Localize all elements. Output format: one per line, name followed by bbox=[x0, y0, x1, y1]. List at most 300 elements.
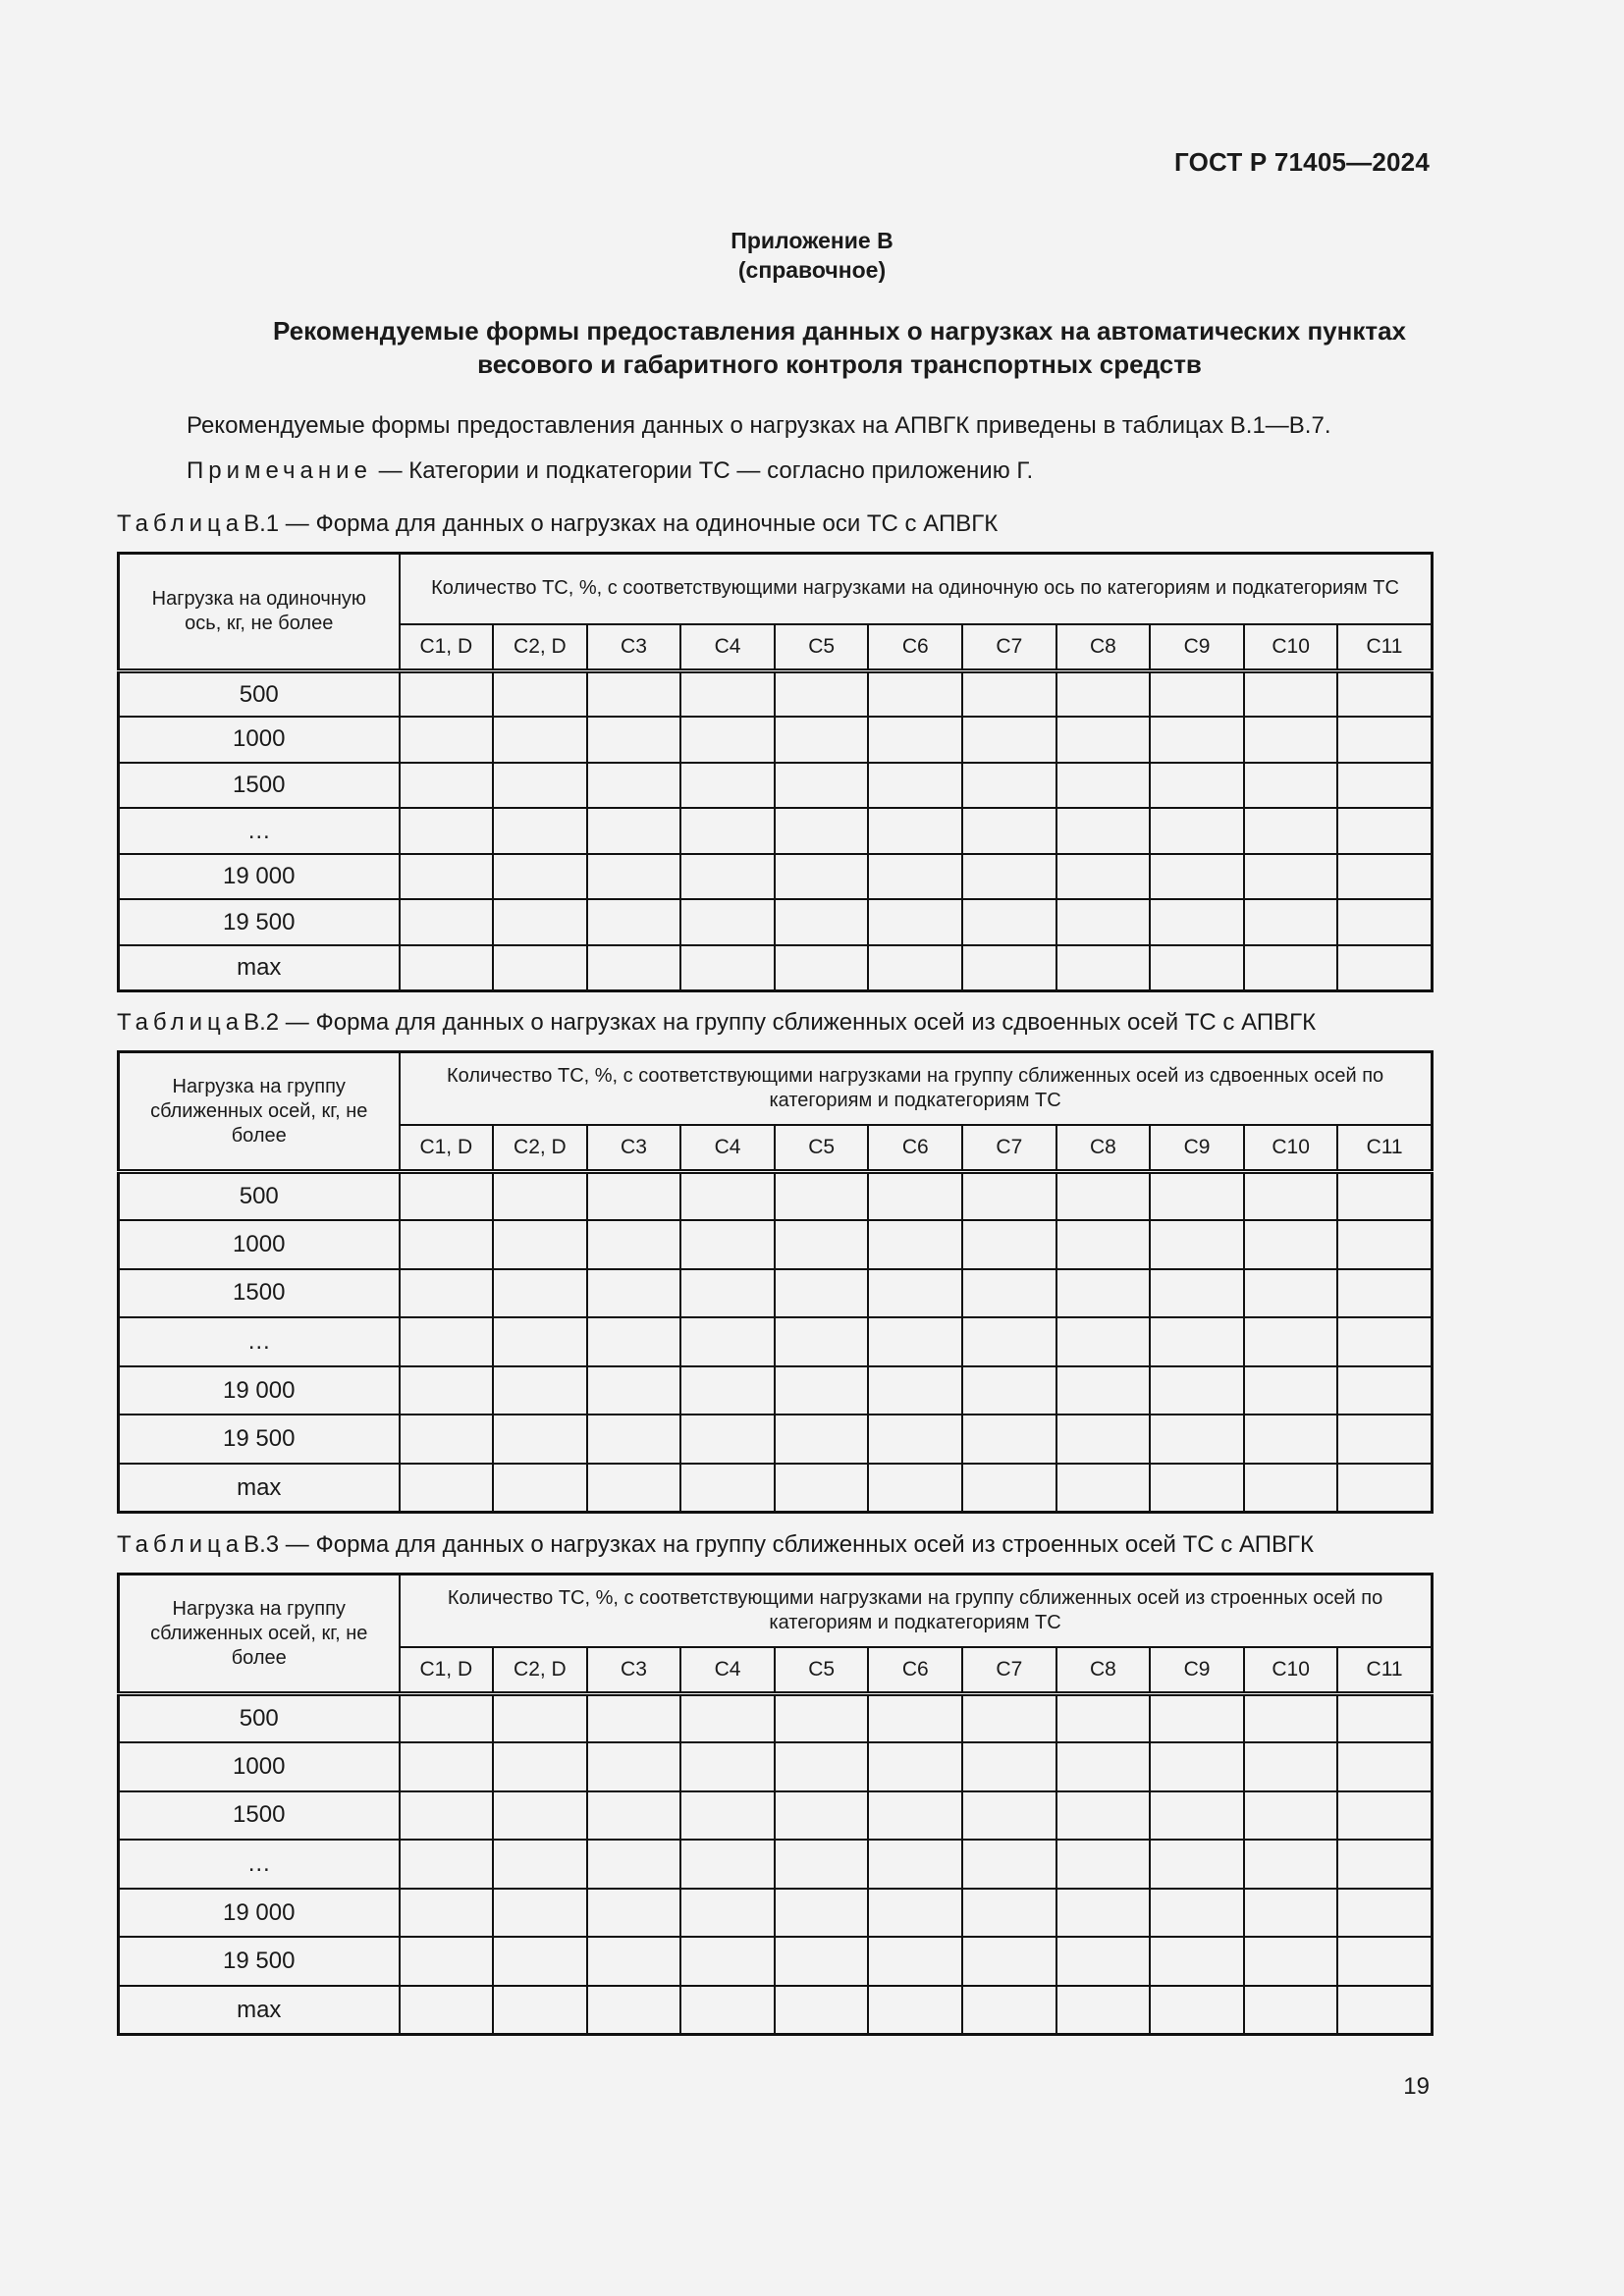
data-cell[interactable] bbox=[1150, 1464, 1244, 1513]
data-cell[interactable] bbox=[1056, 763, 1151, 809]
data-cell[interactable] bbox=[1244, 1415, 1338, 1464]
row-label-cell: 1500 bbox=[119, 1791, 400, 1841]
data-cell[interactable] bbox=[868, 717, 962, 763]
data-cell[interactable] bbox=[1150, 1694, 1244, 1743]
data-cell[interactable] bbox=[680, 1317, 775, 1366]
data-cell[interactable] bbox=[1244, 1366, 1338, 1415]
data-cell[interactable] bbox=[493, 899, 587, 945]
row-label-cell: 1000 bbox=[119, 1220, 400, 1269]
data-cell[interactable] bbox=[775, 1269, 869, 1318]
data-cell[interactable] bbox=[868, 1694, 962, 1743]
data-cell[interactable] bbox=[962, 1889, 1056, 1938]
table-row bbox=[119, 1742, 1433, 1791]
data-cell[interactable] bbox=[962, 808, 1056, 854]
data-cell[interactable] bbox=[1337, 671, 1432, 718]
data-cell[interactable] bbox=[587, 671, 681, 718]
column-header-cell: С1, D bbox=[400, 1647, 494, 1694]
data-cell[interactable] bbox=[587, 1366, 681, 1415]
data-cell[interactable] bbox=[680, 1172, 775, 1221]
data-cell[interactable] bbox=[775, 671, 869, 718]
data-cell[interactable] bbox=[587, 1172, 681, 1221]
data-cell[interactable] bbox=[868, 1415, 962, 1464]
data-cell[interactable] bbox=[962, 1694, 1056, 1743]
data-cell[interactable] bbox=[1056, 671, 1151, 718]
data-cell[interactable] bbox=[680, 1937, 775, 1986]
data-cell[interactable] bbox=[1337, 945, 1432, 991]
data-cell[interactable] bbox=[400, 1172, 494, 1221]
data-cell[interactable] bbox=[775, 763, 869, 809]
row-label-cell: max bbox=[119, 1986, 400, 2035]
data-cell[interactable] bbox=[868, 808, 962, 854]
table-row bbox=[119, 717, 1433, 763]
row-label-cell: max bbox=[119, 1464, 400, 1513]
row-label-cell: 1500 bbox=[119, 1269, 400, 1318]
column-header-cell: С8 bbox=[1056, 1647, 1151, 1694]
column-header-cell: С2, D bbox=[493, 1125, 587, 1172]
data-cell[interactable] bbox=[1337, 1889, 1432, 1938]
data-cell[interactable] bbox=[1056, 1937, 1151, 1986]
row-label-cell: 1500 bbox=[119, 763, 400, 809]
table-caption-number: В.3 bbox=[244, 1531, 280, 1558]
data-cell[interactable] bbox=[1056, 1986, 1151, 2035]
data-cell[interactable] bbox=[1244, 899, 1338, 945]
row-label-cell: 19 500 bbox=[119, 1415, 400, 1464]
data-cell[interactable] bbox=[962, 1366, 1056, 1415]
row-label-cell: max bbox=[119, 945, 400, 991]
data-cell[interactable] bbox=[1056, 1415, 1151, 1464]
data-cell[interactable] bbox=[680, 1889, 775, 1938]
note bbox=[187, 457, 1033, 485]
data-cell[interactable] bbox=[493, 1172, 587, 1221]
data-cell[interactable] bbox=[962, 1220, 1056, 1269]
data-cell[interactable] bbox=[1150, 1742, 1244, 1791]
table-row bbox=[119, 1366, 1433, 1415]
data-cell[interactable] bbox=[1150, 1840, 1244, 1889]
data-cell[interactable] bbox=[775, 1415, 869, 1464]
data-cell[interactable] bbox=[400, 1986, 494, 2035]
data-cell[interactable] bbox=[962, 1986, 1056, 2035]
table-row bbox=[119, 1415, 1433, 1464]
data-cell[interactable] bbox=[400, 1937, 494, 1986]
data-cell[interactable] bbox=[400, 763, 494, 809]
data-cell[interactable] bbox=[493, 1694, 587, 1743]
row-label-cell: … bbox=[119, 1840, 400, 1889]
data-cell[interactable] bbox=[1056, 854, 1151, 900]
table-row bbox=[119, 1937, 1433, 1986]
row-header-cell: Нагрузка на одиночную ось, кг, не более bbox=[119, 554, 400, 671]
data-cell[interactable] bbox=[1056, 1317, 1151, 1366]
data-cell[interactable] bbox=[680, 808, 775, 854]
data-cell[interactable] bbox=[775, 717, 869, 763]
data-cell[interactable] bbox=[493, 1220, 587, 1269]
column-header-cell: С4 bbox=[680, 1125, 775, 1172]
data-cell[interactable] bbox=[1244, 1317, 1338, 1366]
data-cell[interactable] bbox=[400, 1840, 494, 1889]
column-header-cell: С10 bbox=[1244, 624, 1338, 671]
data-cell[interactable] bbox=[400, 1317, 494, 1366]
data-cell[interactable] bbox=[680, 1220, 775, 1269]
data-cell[interactable] bbox=[400, 1791, 494, 1841]
data-cell[interactable] bbox=[493, 1742, 587, 1791]
data-cell[interactable] bbox=[1337, 1742, 1432, 1791]
data-cell[interactable] bbox=[1056, 899, 1151, 945]
data-cell[interactable] bbox=[587, 854, 681, 900]
data-cell[interactable] bbox=[680, 1415, 775, 1464]
group-header-cell: Количество ТС, %, с соответствующими нагрузками на группу сближенных осей из строенных осей по категориям и подкатегориям ТС bbox=[400, 1575, 1433, 1647]
column-header-cell: С7 bbox=[962, 1125, 1056, 1172]
data-cell[interactable] bbox=[493, 1269, 587, 1318]
data-cell[interactable] bbox=[680, 1840, 775, 1889]
data-cell[interactable] bbox=[868, 1986, 962, 2035]
column-header-cell: С3 bbox=[587, 1647, 681, 1694]
data-cell[interactable] bbox=[1244, 1220, 1338, 1269]
data-cell[interactable] bbox=[1244, 945, 1338, 991]
data-cell[interactable] bbox=[1244, 671, 1338, 718]
data-cell[interactable] bbox=[400, 808, 494, 854]
data-cell[interactable] bbox=[775, 1317, 869, 1366]
data-cell[interactable] bbox=[1056, 1269, 1151, 1318]
data-cell[interactable] bbox=[1244, 1172, 1338, 1221]
data-cell[interactable] bbox=[493, 808, 587, 854]
data-cell[interactable] bbox=[1056, 1172, 1151, 1221]
row-label-cell: 19 000 bbox=[119, 854, 400, 900]
data-cell[interactable] bbox=[680, 763, 775, 809]
column-header-cell: С7 bbox=[962, 624, 1056, 671]
data-cell[interactable] bbox=[1244, 1464, 1338, 1513]
data-cell[interactable] bbox=[1337, 1937, 1432, 1986]
data-cell[interactable] bbox=[1244, 1269, 1338, 1318]
column-header-cell: С11 bbox=[1337, 1125, 1432, 1172]
group-header-cell: Количество ТС, %, с соответствующими нагрузками на одиночную ось по категориям и подкатегориям ТС bbox=[400, 554, 1433, 624]
data-cell[interactable] bbox=[1337, 1317, 1432, 1366]
data-cell[interactable] bbox=[587, 808, 681, 854]
data-cell[interactable] bbox=[1150, 671, 1244, 718]
data-cell[interactable] bbox=[775, 1840, 869, 1889]
data-cell[interactable] bbox=[1150, 1172, 1244, 1221]
data-cell[interactable] bbox=[962, 671, 1056, 718]
data-cell[interactable] bbox=[1337, 899, 1432, 945]
data-cell[interactable] bbox=[1150, 1791, 1244, 1841]
data-cell[interactable] bbox=[868, 671, 962, 718]
column-header-cell: С9 bbox=[1150, 1647, 1244, 1694]
column-header-cell: С8 bbox=[1056, 1125, 1151, 1172]
data-cell[interactable] bbox=[1337, 1366, 1432, 1415]
data-cell[interactable] bbox=[493, 854, 587, 900]
data-cell[interactable] bbox=[680, 1366, 775, 1415]
data-cell[interactable] bbox=[775, 1464, 869, 1513]
data-cell[interactable] bbox=[400, 1694, 494, 1743]
data-cell[interactable] bbox=[1337, 1694, 1432, 1743]
data-cell[interactable] bbox=[962, 763, 1056, 809]
data-cell[interactable] bbox=[587, 1889, 681, 1938]
data-cell[interactable] bbox=[775, 808, 869, 854]
data-cell[interactable] bbox=[587, 1986, 681, 2035]
data-cell[interactable] bbox=[868, 1937, 962, 1986]
data-cell[interactable] bbox=[587, 1937, 681, 1986]
data-cell[interactable] bbox=[1150, 763, 1244, 809]
table-caption-number: В.2 bbox=[244, 1009, 280, 1036]
data-cell[interactable] bbox=[1150, 1889, 1244, 1938]
data-cell[interactable] bbox=[400, 945, 494, 991]
data-cell[interactable] bbox=[680, 1694, 775, 1743]
data-cell[interactable] bbox=[1056, 1694, 1151, 1743]
data-cell[interactable] bbox=[680, 899, 775, 945]
data-cell[interactable] bbox=[1150, 1986, 1244, 2035]
row-label-cell: 1000 bbox=[119, 717, 400, 763]
page-title-line-1: Рекомендуемые формы предоставления данных о нагрузках на автоматических пунктах bbox=[273, 316, 1406, 346]
row-header-cell: Нагрузка на группу сближенных осей, кг, не более bbox=[119, 1575, 400, 1694]
data-cell[interactable] bbox=[1337, 1464, 1432, 1513]
data-cell[interactable] bbox=[1150, 1366, 1244, 1415]
data-cell[interactable] bbox=[1244, 1791, 1338, 1841]
data-cell[interactable] bbox=[493, 763, 587, 809]
data-cell[interactable] bbox=[962, 1840, 1056, 1889]
data-cell[interactable] bbox=[1244, 1742, 1338, 1791]
data-cell[interactable] bbox=[1056, 1464, 1151, 1513]
data-cell[interactable] bbox=[775, 1366, 869, 1415]
data-cell[interactable] bbox=[962, 717, 1056, 763]
data-cell[interactable] bbox=[1056, 1220, 1151, 1269]
data-cell[interactable] bbox=[1244, 1889, 1338, 1938]
data-table bbox=[117, 1050, 1434, 1514]
data-cell[interactable] bbox=[868, 1317, 962, 1366]
data-cell[interactable] bbox=[1337, 854, 1432, 900]
data-cell[interactable] bbox=[962, 1464, 1056, 1513]
column-header-cell: С5 bbox=[775, 1125, 869, 1172]
data-cell[interactable] bbox=[868, 1269, 962, 1318]
data-cell[interactable] bbox=[962, 1415, 1056, 1464]
data-cell[interactable] bbox=[962, 899, 1056, 945]
data-cell[interactable] bbox=[775, 1172, 869, 1221]
data-cell[interactable] bbox=[587, 1220, 681, 1269]
data-cell[interactable] bbox=[493, 1889, 587, 1938]
data-cell[interactable] bbox=[493, 1415, 587, 1464]
data-cell[interactable] bbox=[680, 854, 775, 900]
data-cell[interactable] bbox=[493, 945, 587, 991]
data-cell[interactable] bbox=[868, 945, 962, 991]
data-cell[interactable] bbox=[868, 1366, 962, 1415]
data-cell[interactable] bbox=[1244, 1986, 1338, 2035]
column-header-cell: С6 bbox=[868, 624, 962, 671]
data-cell[interactable] bbox=[587, 1694, 681, 1743]
column-header-cell: С2, D bbox=[493, 1647, 587, 1694]
data-cell[interactable] bbox=[868, 1840, 962, 1889]
data-cell[interactable] bbox=[1150, 1269, 1244, 1318]
data-cell[interactable] bbox=[1150, 808, 1244, 854]
data-cell[interactable] bbox=[1150, 945, 1244, 991]
data-cell[interactable] bbox=[962, 1172, 1056, 1221]
data-table bbox=[117, 552, 1434, 992]
data-cell[interactable] bbox=[587, 1464, 681, 1513]
data-cell[interactable] bbox=[400, 1889, 494, 1938]
data-cell[interactable] bbox=[493, 671, 587, 718]
data-cell[interactable] bbox=[1056, 945, 1151, 991]
column-header-cell: С4 bbox=[680, 1647, 775, 1694]
column-header-cell: С3 bbox=[587, 624, 681, 671]
data-cell[interactable] bbox=[680, 1791, 775, 1841]
data-cell[interactable] bbox=[868, 1791, 962, 1841]
data-cell[interactable] bbox=[1244, 717, 1338, 763]
data-cell[interactable] bbox=[1056, 1366, 1151, 1415]
data-table bbox=[117, 1573, 1434, 2036]
data-cell[interactable] bbox=[1244, 854, 1338, 900]
data-cell[interactable] bbox=[400, 1464, 494, 1513]
data-cell[interactable] bbox=[400, 717, 494, 763]
page-title bbox=[147, 314, 1532, 381]
data-cell[interactable] bbox=[775, 899, 869, 945]
data-cell[interactable] bbox=[1150, 717, 1244, 763]
data-cell[interactable] bbox=[587, 717, 681, 763]
table-row bbox=[119, 854, 1433, 900]
data-cell[interactable] bbox=[775, 1986, 869, 2035]
data-cell[interactable] bbox=[493, 1791, 587, 1841]
data-cell[interactable] bbox=[1150, 899, 1244, 945]
data-cell[interactable] bbox=[962, 1937, 1056, 1986]
data-cell[interactable] bbox=[1244, 808, 1338, 854]
data-cell[interactable] bbox=[1337, 1840, 1432, 1889]
data-cell[interactable] bbox=[868, 1172, 962, 1221]
data-cell[interactable] bbox=[1337, 1415, 1432, 1464]
data-cell[interactable] bbox=[1150, 1937, 1244, 1986]
table-caption-label: Таблица bbox=[117, 510, 244, 537]
data-cell[interactable] bbox=[775, 1694, 869, 1743]
table-row bbox=[119, 1840, 1433, 1889]
data-cell[interactable] bbox=[493, 1840, 587, 1889]
group-header-cell: Количество ТС, %, с соответствующими нагрузками на группу сближенных осей из сдвоенных осей по категориям и подкатегориям ТС bbox=[400, 1052, 1433, 1125]
table-row bbox=[119, 1791, 1433, 1841]
data-cell[interactable] bbox=[1337, 763, 1432, 809]
data-cell[interactable] bbox=[680, 717, 775, 763]
row-label-cell: 500 bbox=[119, 1172, 400, 1221]
data-cell[interactable] bbox=[680, 1742, 775, 1791]
column-header-cell: С5 bbox=[775, 1647, 869, 1694]
data-cell[interactable] bbox=[400, 1366, 494, 1415]
data-cell[interactable] bbox=[775, 854, 869, 900]
data-cell[interactable] bbox=[1056, 1840, 1151, 1889]
table-caption bbox=[117, 1009, 1316, 1037]
data-cell[interactable] bbox=[587, 1791, 681, 1841]
data-cell[interactable] bbox=[400, 1220, 494, 1269]
page-number: 19 bbox=[1403, 2073, 1430, 2100]
column-header-cell: С9 bbox=[1150, 624, 1244, 671]
data-cell[interactable] bbox=[1056, 717, 1151, 763]
table-row bbox=[119, 1172, 1433, 1221]
data-cell[interactable] bbox=[775, 1742, 869, 1791]
data-cell[interactable] bbox=[587, 1269, 681, 1318]
table-caption-text: — Форма для данных о нагрузках на одиночные оси ТС с АПВГК bbox=[279, 510, 999, 537]
table-row bbox=[119, 763, 1433, 809]
row-label-cell: 1000 bbox=[119, 1742, 400, 1791]
data-cell[interactable] bbox=[775, 945, 869, 991]
row-label-cell: 19 500 bbox=[119, 1937, 400, 1986]
data-cell[interactable] bbox=[1056, 1889, 1151, 1938]
data-cell[interactable] bbox=[775, 1889, 869, 1938]
data-cell[interactable] bbox=[400, 1269, 494, 1318]
data-cell[interactable] bbox=[868, 1220, 962, 1269]
data-cell[interactable] bbox=[1244, 1937, 1338, 1986]
data-cell[interactable] bbox=[1056, 1742, 1151, 1791]
data-cell[interactable] bbox=[1337, 1172, 1432, 1221]
data-cell[interactable] bbox=[400, 671, 494, 718]
data-cell[interactable] bbox=[493, 1986, 587, 2035]
data-cell[interactable] bbox=[1244, 1694, 1338, 1743]
data-cell[interactable] bbox=[868, 854, 962, 900]
column-header-cell: С10 bbox=[1244, 1125, 1338, 1172]
appendix-subtitle: (справочное) bbox=[737, 257, 887, 283]
data-cell[interactable] bbox=[868, 899, 962, 945]
data-cell[interactable] bbox=[587, 763, 681, 809]
data-cell[interactable] bbox=[868, 1889, 962, 1938]
data-cell[interactable] bbox=[680, 671, 775, 718]
data-cell[interactable] bbox=[680, 1464, 775, 1513]
data-cell[interactable] bbox=[962, 854, 1056, 900]
data-cell[interactable] bbox=[1244, 763, 1338, 809]
data-cell[interactable] bbox=[1150, 1317, 1244, 1366]
data-cell[interactable] bbox=[587, 945, 681, 991]
column-header-cell: С5 bbox=[775, 624, 869, 671]
column-header-cell: С2, D bbox=[493, 624, 587, 671]
data-cell[interactable] bbox=[868, 1464, 962, 1513]
data-cell[interactable] bbox=[587, 899, 681, 945]
data-cell[interactable] bbox=[400, 899, 494, 945]
data-cell[interactable] bbox=[680, 1269, 775, 1318]
data-cell[interactable] bbox=[1337, 1791, 1432, 1841]
data-cell[interactable] bbox=[400, 854, 494, 900]
row-label-cell: 19 500 bbox=[119, 899, 400, 945]
data-cell[interactable] bbox=[493, 1464, 587, 1513]
data-cell[interactable] bbox=[587, 1317, 681, 1366]
data-cell[interactable] bbox=[1150, 1220, 1244, 1269]
data-cell[interactable] bbox=[1337, 717, 1432, 763]
data-cell[interactable] bbox=[493, 1317, 587, 1366]
data-cell[interactable] bbox=[1150, 1415, 1244, 1464]
data-cell[interactable] bbox=[1337, 1269, 1432, 1318]
column-header-cell: С8 bbox=[1056, 624, 1151, 671]
data-cell[interactable] bbox=[868, 1742, 962, 1791]
table-row bbox=[119, 1317, 1433, 1366]
data-cell[interactable] bbox=[1337, 1986, 1432, 2035]
data-cell[interactable] bbox=[962, 1791, 1056, 1841]
data-cell[interactable] bbox=[1337, 808, 1432, 854]
data-cell[interactable] bbox=[1150, 854, 1244, 900]
column-header-cell: С10 bbox=[1244, 1647, 1338, 1694]
data-cell[interactable] bbox=[400, 1742, 494, 1791]
data-cell[interactable] bbox=[1244, 1840, 1338, 1889]
data-cell[interactable] bbox=[962, 1269, 1056, 1318]
data-cell[interactable] bbox=[962, 945, 1056, 991]
data-cell[interactable] bbox=[493, 1366, 587, 1415]
data-cell[interactable] bbox=[1056, 808, 1151, 854]
data-cell[interactable] bbox=[868, 763, 962, 809]
row-label-cell: … bbox=[119, 1317, 400, 1366]
data-cell[interactable] bbox=[493, 1937, 587, 1986]
data-cell[interactable] bbox=[587, 1840, 681, 1889]
data-cell[interactable] bbox=[962, 1317, 1056, 1366]
data-cell[interactable] bbox=[775, 1791, 869, 1841]
data-cell[interactable] bbox=[587, 1742, 681, 1791]
data-cell[interactable] bbox=[680, 945, 775, 991]
data-cell[interactable] bbox=[1337, 1220, 1432, 1269]
data-cell[interactable] bbox=[775, 1937, 869, 1986]
table-row bbox=[119, 671, 1433, 718]
data-cell[interactable] bbox=[1056, 1791, 1151, 1841]
data-cell[interactable] bbox=[962, 1742, 1056, 1791]
data-cell[interactable] bbox=[400, 1415, 494, 1464]
data-cell[interactable] bbox=[680, 1986, 775, 2035]
data-cell[interactable] bbox=[587, 1415, 681, 1464]
data-cell[interactable] bbox=[493, 717, 587, 763]
data-cell[interactable] bbox=[775, 1220, 869, 1269]
